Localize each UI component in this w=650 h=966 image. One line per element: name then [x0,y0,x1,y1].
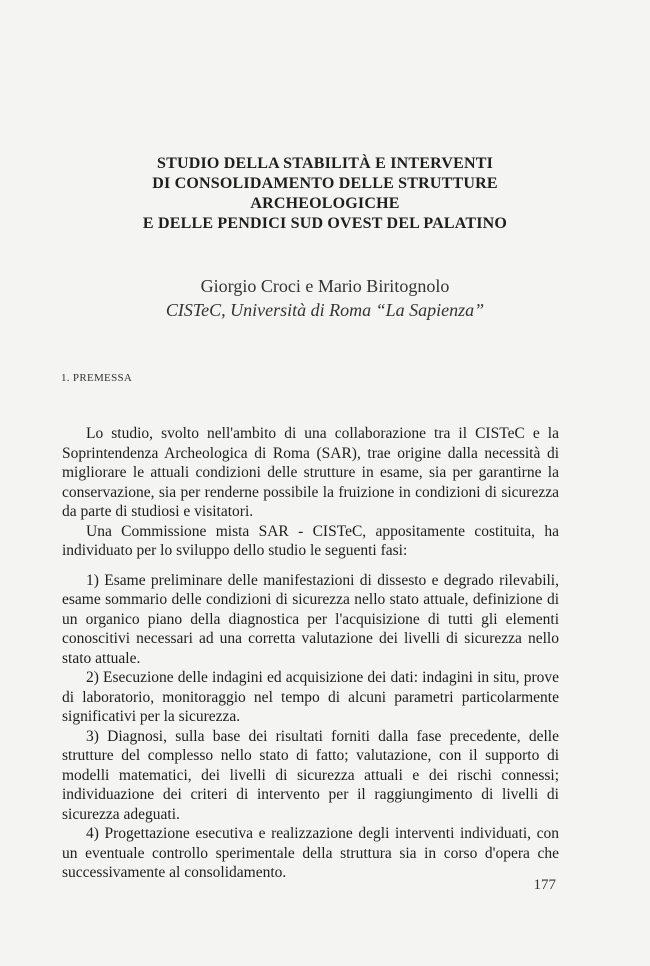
list-item: 3) Diagnosi, sulla base dei risultati forniti dalla fase precedente, delle strutture del complesso nello stato di fatto; valutazione, con il supporto di modelli matematici, dei livelli di sicurezza attuali e dei rischi connessi; individuazione dei criteri di intervento per il raggiungimento di livelli di sicurezza adeguati. [62,727,559,823]
affiliation: CISTeC, Università di Roma “La Sapienza” [165,300,485,320]
title-line: E DELLE PENDICI SUD OVEST DEL PALATINO [142,215,508,232]
list-item: 1) Esame preliminare delle manifestazioni di dissesto e degrado rilevabili, esame sommario delle condizioni di sicurezza nello stato attuale, definizione di un organico piano della diagnostica per l'acquisizione di tutti gli elementi conoscitivi necessari ad una corretta valutazione dei livelli di sicurezza nello stato attuale. [62,571,559,667]
paragraph: Una Commissione mista SAR - CISTeC, appositamente costituita, ha individuato per lo sviluppo dello studio le seguenti fasi: [62,522,559,559]
authors: Giorgio Croci e Mario Biritognolo [200,276,450,296]
paragraph: Lo studio, svolto nell'ambito di una collaborazione tra il CISTeC e la Soprintendenza Archeologica di Roma (SAR), trae origine dalla necessità di migliorare le attuali condizioni delle strutture in esame, sia per garantirne la conservazione, sia per renderne possibile la fruizione in condizioni di sicurezza da parte di studiosi e visitatori. [62,425,559,520]
body-text [62,424,559,883]
title-line: STUDIO DELLA STABILITÀ E INTERVENTI [156,155,494,172]
page-number: 177 [533,877,556,893]
list-item: 2) Esecuzione delle indagini ed acquisizione dei dati: indagini in situ, prove di laboratorio, monitoraggio nel tempo di alcuni parametri particolarmente significativi per la sicurezza. [62,669,559,725]
section-heading: 1. PREMESSA [61,372,133,384]
paper-title [60,154,590,234]
author-block [60,274,590,322]
title-line: DI CONSOLIDAMENTO DELLE STRUTTURE [152,175,498,192]
title-line: ARCHEOLOGICHE [250,195,400,212]
list-item: 4) Progettazione esecutiva e realizzazione degli interventi individuati, con un eventuale controllo sperimentale della struttura sia in corso d'opera che successivamente al consolidamento. [62,825,559,881]
